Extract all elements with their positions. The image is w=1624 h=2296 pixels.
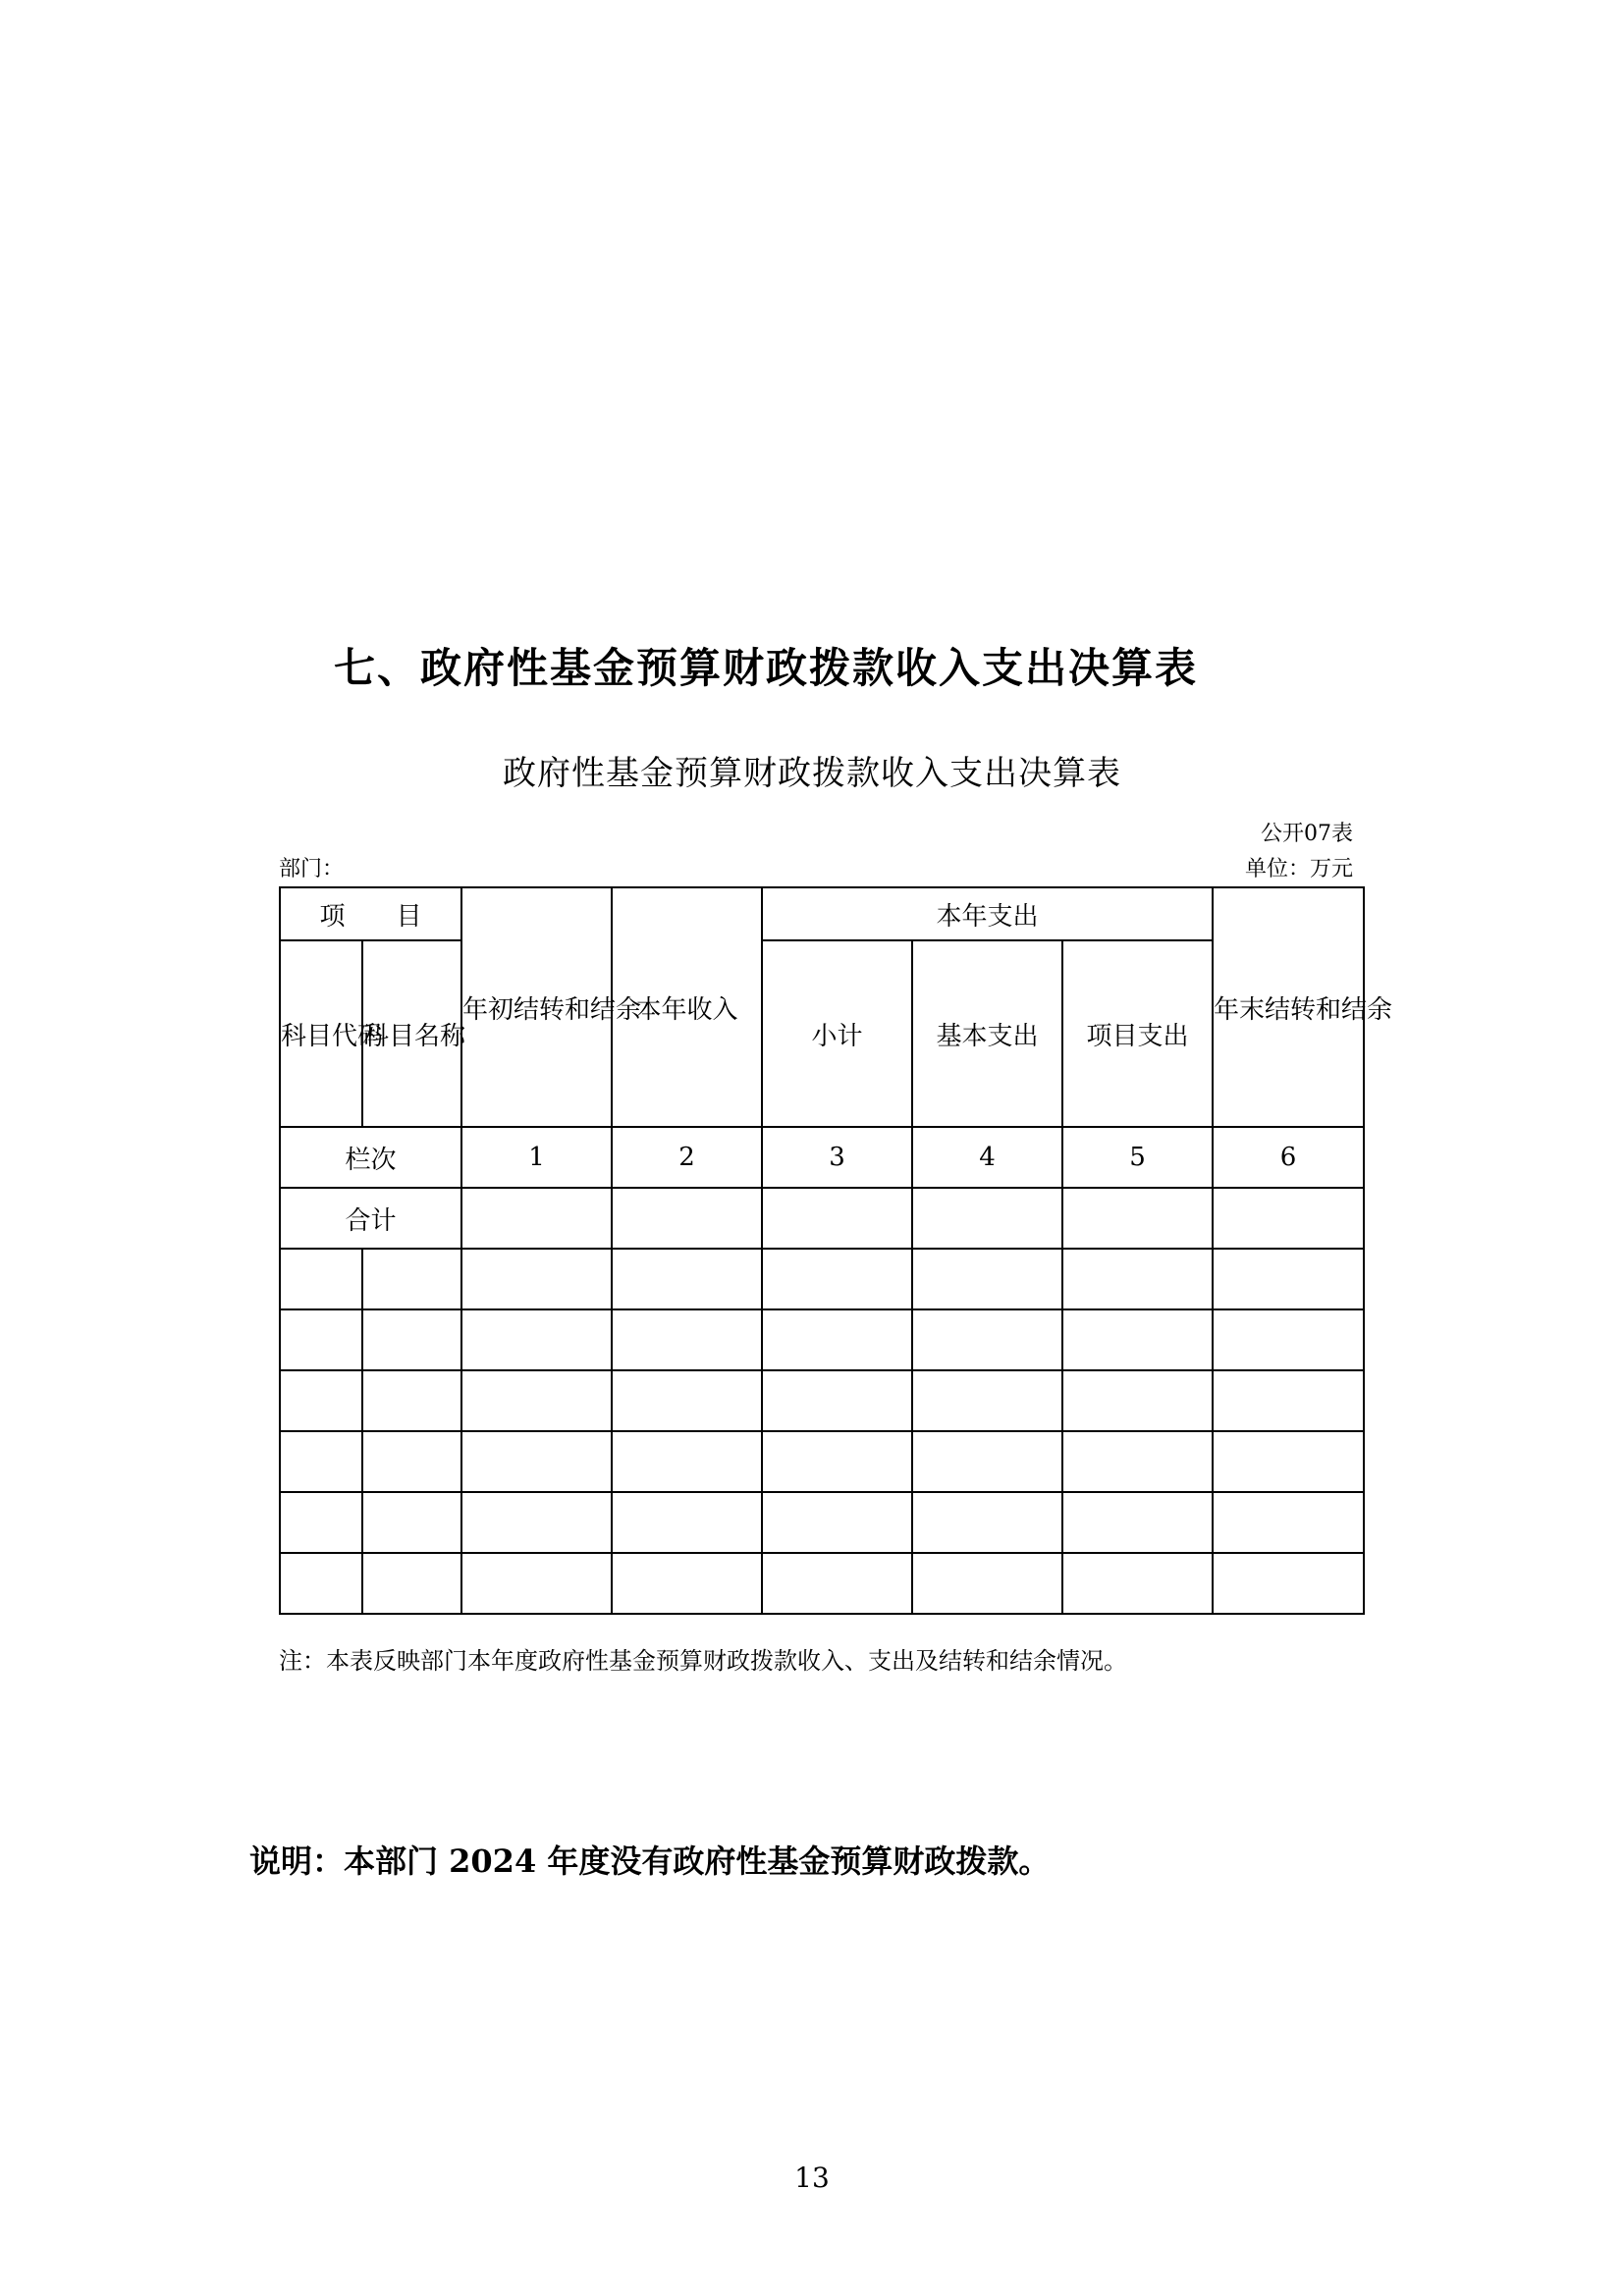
header-row-1 xyxy=(280,887,1364,940)
table-cell xyxy=(280,1249,362,1309)
table-cell xyxy=(461,1370,612,1431)
page-number: 13 xyxy=(794,2162,830,2194)
table-note: 注：本表反映部门本年度政府性基金预算财政拨款收入、支出及结转和结余情况。 xyxy=(279,1647,1127,1675)
table-cell xyxy=(461,1431,612,1492)
table-cell xyxy=(612,1553,762,1614)
table-cell xyxy=(461,1188,612,1249)
unit-label: 单位：万元 xyxy=(1244,857,1353,881)
header-row-2 xyxy=(280,940,1364,1127)
basic-expenditure-header: 基本支出 xyxy=(912,940,1062,1127)
current-income-header: 本年收入 xyxy=(612,887,762,1127)
table-cell xyxy=(1213,1492,1364,1553)
table-cell xyxy=(1062,1492,1213,1553)
column-number: 3 xyxy=(762,1127,912,1188)
table-cell xyxy=(1213,1553,1364,1614)
table-row xyxy=(280,1553,1364,1614)
table-cell xyxy=(1062,1188,1213,1249)
table-cell xyxy=(280,1431,362,1492)
table-cell xyxy=(461,1309,612,1370)
table-cell xyxy=(362,1309,461,1370)
table-cell xyxy=(612,1370,762,1431)
table-cell xyxy=(762,1431,912,1492)
table-cell xyxy=(280,1370,362,1431)
table-cell xyxy=(762,1370,912,1431)
column-index-row xyxy=(280,1127,1364,1188)
table-cell xyxy=(362,1249,461,1309)
table-cell xyxy=(612,1188,762,1249)
subject-code-header: 科目代码 xyxy=(280,940,362,1127)
table-cell xyxy=(1062,1431,1213,1492)
table-row xyxy=(280,1309,1364,1370)
table-row xyxy=(280,1249,1364,1309)
table-cell xyxy=(912,1370,1062,1431)
column-number: 5 xyxy=(1062,1127,1213,1188)
table-cell xyxy=(461,1553,612,1614)
table-cell xyxy=(912,1553,1062,1614)
table-cell xyxy=(362,1431,461,1492)
table-title: 政府性基金预算财政拨款收入支出决算表 xyxy=(503,754,1121,793)
table-cell xyxy=(762,1309,912,1370)
table-cell xyxy=(912,1309,1062,1370)
table-cell xyxy=(1062,1553,1213,1614)
column-number: 4 xyxy=(912,1127,1062,1188)
table-cell xyxy=(461,1249,612,1309)
table-cell xyxy=(912,1431,1062,1492)
column-number: 6 xyxy=(1213,1127,1364,1188)
table-cell xyxy=(762,1553,912,1614)
column-number: 1 xyxy=(461,1127,612,1188)
total-row xyxy=(280,1188,1364,1249)
table-row xyxy=(280,1431,1364,1492)
project-expenditure-header: 项目支出 xyxy=(1062,940,1213,1127)
table-cell xyxy=(1062,1370,1213,1431)
table-cell xyxy=(1213,1370,1364,1431)
table-cell xyxy=(362,1370,461,1431)
table-cell xyxy=(1062,1249,1213,1309)
table-cell xyxy=(612,1309,762,1370)
department-label: 部门： xyxy=(279,857,345,881)
table-cell xyxy=(280,1492,362,1553)
table-row xyxy=(280,1492,1364,1553)
table-cell xyxy=(762,1492,912,1553)
table-cell xyxy=(612,1249,762,1309)
table-cell xyxy=(362,1492,461,1553)
table-cell xyxy=(612,1431,762,1492)
table-cell xyxy=(1213,1188,1364,1249)
beginning-balance-header: 年初结转和结余 xyxy=(461,887,612,1127)
total-label: 合计 xyxy=(280,1188,461,1249)
table-cell xyxy=(762,1188,912,1249)
table-cell xyxy=(362,1553,461,1614)
table-cell xyxy=(1213,1431,1364,1492)
table-cell xyxy=(912,1249,1062,1309)
table-cell xyxy=(461,1492,612,1553)
current-expenditure-header: 本年支出 xyxy=(762,887,1213,940)
form-number: 公开07表 xyxy=(1261,822,1353,846)
table-cell xyxy=(1213,1249,1364,1309)
table-cell xyxy=(1213,1309,1364,1370)
table-cell xyxy=(912,1492,1062,1553)
table-cell xyxy=(912,1188,1062,1249)
ending-balance-header: 年末结转和结余 xyxy=(1213,887,1364,1127)
column-index-label: 栏次 xyxy=(280,1127,461,1188)
table-cell xyxy=(762,1249,912,1309)
report-table xyxy=(279,886,1393,1615)
section-heading: 七、政府性基金预算财政拨款收入支出决算表 xyxy=(334,644,1199,692)
subject-name-header: 科目名称 xyxy=(362,940,461,1127)
explanation-text: 说明：本部门 2024 年度没有政府性基金预算财政拨款。 xyxy=(249,1842,1051,1880)
table-cell xyxy=(280,1309,362,1370)
table-cell xyxy=(1062,1309,1213,1370)
item-header: 项 目 xyxy=(280,887,461,940)
table-cell xyxy=(280,1553,362,1614)
table-cell xyxy=(612,1492,762,1553)
column-number: 2 xyxy=(612,1127,762,1188)
subtotal-header: 小计 xyxy=(762,940,912,1127)
table-row xyxy=(280,1370,1364,1431)
